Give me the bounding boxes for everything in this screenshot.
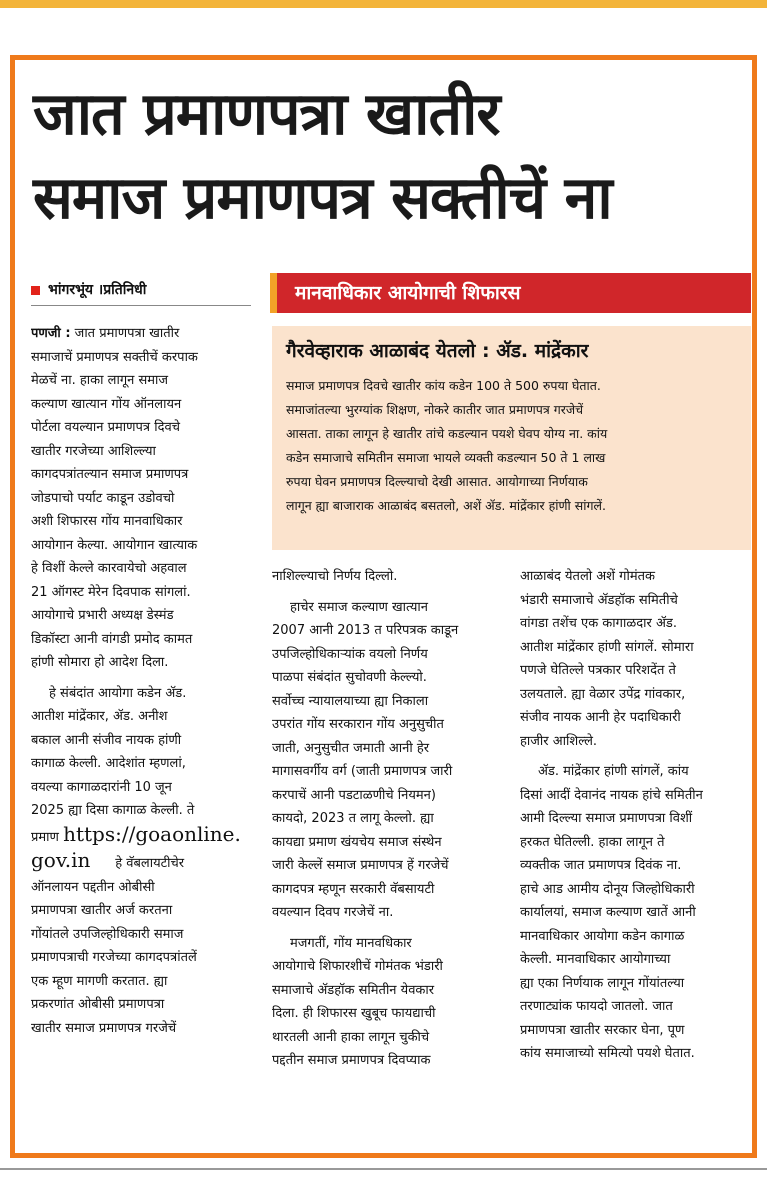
info-box xyxy=(272,326,751,550)
text-line: तरणाट्यांक फायदो जातलो. जात xyxy=(520,999,673,1014)
text-line: उपजिल्होधिकाऱ्यांक वयलो निर्णय xyxy=(272,646,428,662)
text-line: ऑनलायन पद्दतीन ओबीसी xyxy=(31,879,155,895)
text-line: आतीश मांद्रेंकार, ॲड. अनीश xyxy=(31,709,168,724)
article-column-1 xyxy=(31,322,257,1040)
text-line: आळाबंद येतलो अशें गोमंतक xyxy=(520,569,656,584)
text-line: एक म्हूण मागणी करतात. ह्या xyxy=(31,973,168,989)
text-line: आतीश मांद्रेंकार हांणी सांगलें. सोमारा xyxy=(520,639,694,655)
info-box-line: समाजांतल्या भुरग्यांक शिक्षण, नोकरे कातीर जात प्रमाणपत्र गरजेचें xyxy=(286,402,584,417)
text-line: कायदो, 2023 त लागू केल्लो. ह्या xyxy=(272,811,434,826)
bottom-divider xyxy=(0,1168,767,1170)
text-line: जारी केल्लें समाज प्रमाणपत्र हें गरजेचें xyxy=(272,858,449,873)
text-line: भंडारी समाजाचे ॲडहॉक समितीचे xyxy=(520,592,678,608)
article-column-3 xyxy=(520,565,751,1066)
text-line: आयोगाचे प्रभारी अध्यक्ष डेस्मंड xyxy=(31,608,174,623)
text-line: कागदपत्र म्हणून सरकारी वॅबसायटी xyxy=(272,881,435,897)
text-line: खातीर समाज प्रमाणपत्र गरजेचें xyxy=(31,1020,177,1036)
text-line: जोडपाचो पर्याट काडून उडोवचो xyxy=(31,490,175,506)
text-line: प्रकरणांत ओबीसी प्रमाणपत्रा xyxy=(31,997,165,1012)
subheading-band: मानवाधिकार आयोगाची शिफारस xyxy=(270,273,751,313)
article-frame xyxy=(10,55,757,1158)
info-box-line: लागून ह्या बाजाराक आळाबंद बसतलो, अशें ॲड. मांद्रेंकार हांणी सांगलें. xyxy=(286,498,606,513)
text-line: हरकत घेतिल्ली. हाका लागून ते xyxy=(520,834,665,850)
website-url-domain: gov.in xyxy=(31,849,91,872)
text-line: प्रमाणपत्रा खातीर अर्ज करतना xyxy=(31,903,173,918)
text-line: प्रमाणपत्राची गरजेच्या कागदपत्रांतलें xyxy=(31,950,197,965)
text-line: कागाळ केल्ली. आदेशांत म्हणलां, xyxy=(31,756,186,771)
text-line: मजगतीं, गोंय मानवधिकार xyxy=(290,935,412,951)
text-line: समाजाचें प्रमाणपत्र सक्तीचें करपाक xyxy=(31,349,198,365)
text-line: केल्ली. मानवाधिकार आयोगाच्या xyxy=(520,952,671,967)
text-line: उपरांत गोंय सरकारान गोंय अनुसुचीत xyxy=(272,717,444,732)
text-line: हे विशीं केल्ले कारवायेचो अहवाल xyxy=(31,561,187,576)
text-line: वांगडा तशेंच एक कागाळदार ॲड. xyxy=(520,616,677,631)
text-line: ॲड. मांद्रेंकार हांणी सांगलें, कांय xyxy=(538,764,689,779)
text-line: गोंयांतले उपजिल्होधिकारी समाज xyxy=(31,926,184,942)
text-line: 2025 ह्या दिसा कागाळ केल्ली. ते xyxy=(31,803,195,818)
text-line: हाजीर आशिल्ले. xyxy=(520,733,598,749)
text-line: थारतली आनी हाका लागून चुकीचे xyxy=(272,1029,430,1045)
text-line: वयल्या कागाळदारांनी 10 जून xyxy=(31,779,172,795)
top-color-bar xyxy=(0,0,767,8)
text-line: आयोगान केल्या. आयोगान खात्याक xyxy=(31,537,198,553)
text-line: आयोगाचे शिफारशीचें गोमंतक भंडारी xyxy=(272,959,443,974)
text-line: हाचे आड आमीय दोनूय जिल्होधिकारी xyxy=(520,881,695,897)
byline xyxy=(31,275,251,306)
byline-text: भांगरभूंय ।प्रतिनिधी xyxy=(48,282,147,298)
text-line: 21 ऑगस्ट मेरेन दिवपाक सांगलां. xyxy=(31,584,191,600)
info-box-line: रुपया घेवन प्रमाणपत्र दिल्ल्याचो देखी आसात. आयोगाच्या निर्णयाक xyxy=(286,474,588,489)
dateline: पणजी : xyxy=(31,326,71,341)
text-line: करपाचें आनी पडटाळणीचे नियमन) xyxy=(272,787,436,803)
text-line: डिकॉस्टा आनी वांगडी प्रमोद कामत xyxy=(31,631,193,647)
text-line: मानवाधिकार आयोगा कडेन कागाळ xyxy=(520,928,685,944)
headline-line-2: समाज प्रमाणपत्र सक्तीचें ना xyxy=(33,163,612,232)
text-line: प्रमाण https://goaonline. xyxy=(31,822,241,846)
text-line: पणजी : जात प्रमाणपत्रा खातीर xyxy=(31,326,180,341)
text-line: समाजाचे ॲडहॉक समितीन येवकार xyxy=(272,982,435,998)
info-box-line: समाज प्रमाणपत्र दिवचे खातीर कांय कडेन 100 ते 500 रुपया घेतात. xyxy=(286,378,601,393)
text-line: हे संबंदांत आयोगा कडेन ॲड. xyxy=(49,685,187,701)
text-line: कल्याण खात्यान गोंय ऑनलायन xyxy=(31,396,182,412)
text-line: दिला. ही शिफारस खुबूच फायद्याची xyxy=(272,1006,436,1021)
text-line: पाळपा संबंदांत सुचोवणी केल्ल्यो. xyxy=(272,670,427,685)
article-column-2 xyxy=(272,565,507,1073)
text-line: मेळचें ना. हाका लागून समाज xyxy=(31,373,169,388)
text-line: पोर्टला वयल्यान प्रमाणपत्र दिवचे xyxy=(31,420,180,435)
info-box-line: आसता. ताका लागून हे खातीर तांचे कडल्यान पयशे घेवप योग्य ना. कांय xyxy=(286,426,608,441)
text-line: खातीर गरजेच्या आशिल्ल्या xyxy=(31,443,156,459)
bullet-square-icon xyxy=(31,286,40,295)
text-line: हाचेर समाज कल्याण खात्यान xyxy=(290,599,428,615)
text-line: व्यक्तीक जात प्रमाणपत्र दिवंक ना. xyxy=(520,858,682,873)
headline xyxy=(33,72,738,240)
text-line: कार्यालयां, समाज कल्याण खातें आनी xyxy=(520,905,696,920)
text-line: आमी दिल्ल्या समाज प्रमाणपत्रा विशीं xyxy=(520,811,693,826)
text-line: मागासवर्गीय वर्ग (जाती प्रमाणपत्र जारी xyxy=(272,764,453,779)
text-line: पद्दतीन समाज प्रमाणपत्र दिवप्याक xyxy=(272,1053,431,1068)
text-line: प्रमाणपत्रा खातीर सरकार घेना, पूण xyxy=(520,1022,685,1038)
website-url: https://goaonline. xyxy=(63,822,241,846)
text-line: जाती, अनुसुचीत जमाती आनी हेर xyxy=(272,740,430,756)
text-line: दिसां आदीं देवानंद नायक हांचे समितीन xyxy=(520,787,703,803)
info-box-title: गैरवेव्हाराक आळाबंद येतलो : ॲड. मांद्रेंकार xyxy=(286,340,589,362)
text-line: सर्वोच्च न्यायालयाच्या ह्या निकाला xyxy=(272,693,429,709)
text-line: संजीव नायक आनी हेर पदाधिकारी xyxy=(520,710,681,725)
text-line: बकाल आनी संजीव नायक हांणी xyxy=(31,732,182,748)
text-line: पणजे घेतिल्ले पत्रकार परिशदेंत ते xyxy=(520,663,676,678)
text-line: कांय समाजाच्यो समित्यो पयशे घेतात. xyxy=(520,1046,695,1061)
text-line: ह्या एका निर्णयाक लागून गोंयांतल्या xyxy=(520,975,685,991)
text-line: अशी शिफारस गोंय मानवाधिकार xyxy=(31,514,183,529)
text-line: उलयताले. ह्या वेळार उपेंद्र गांवकार, xyxy=(520,686,686,702)
text-line: हांणी सोमारा हो आदेश दिला. xyxy=(31,655,169,670)
text-line: वयल्यान दिवप गरजेचें ना. xyxy=(272,905,394,920)
text-line: gov.in हे वॅबलायटीचेर xyxy=(31,849,185,872)
text-line: नाशिल्ल्याचो निर्णय दिल्लो. xyxy=(272,569,398,584)
text-line: कायद्या प्रमाण खंयचेय समाज संस्थेन xyxy=(272,834,442,850)
headline-line-1: जात प्रमाणपत्रा खातीर xyxy=(33,79,500,148)
text-line: 2007 आनी 2013 त परिपत्रक काडून xyxy=(272,623,459,638)
text-line: कागदपत्रांतल्यान समाज प्रमाणपत्र xyxy=(31,467,189,482)
info-box-line: कडेन समाजाचे समितीन समाजा भायले व्यक्ती कडल्यान 50 ते 1 लाख xyxy=(286,450,606,465)
